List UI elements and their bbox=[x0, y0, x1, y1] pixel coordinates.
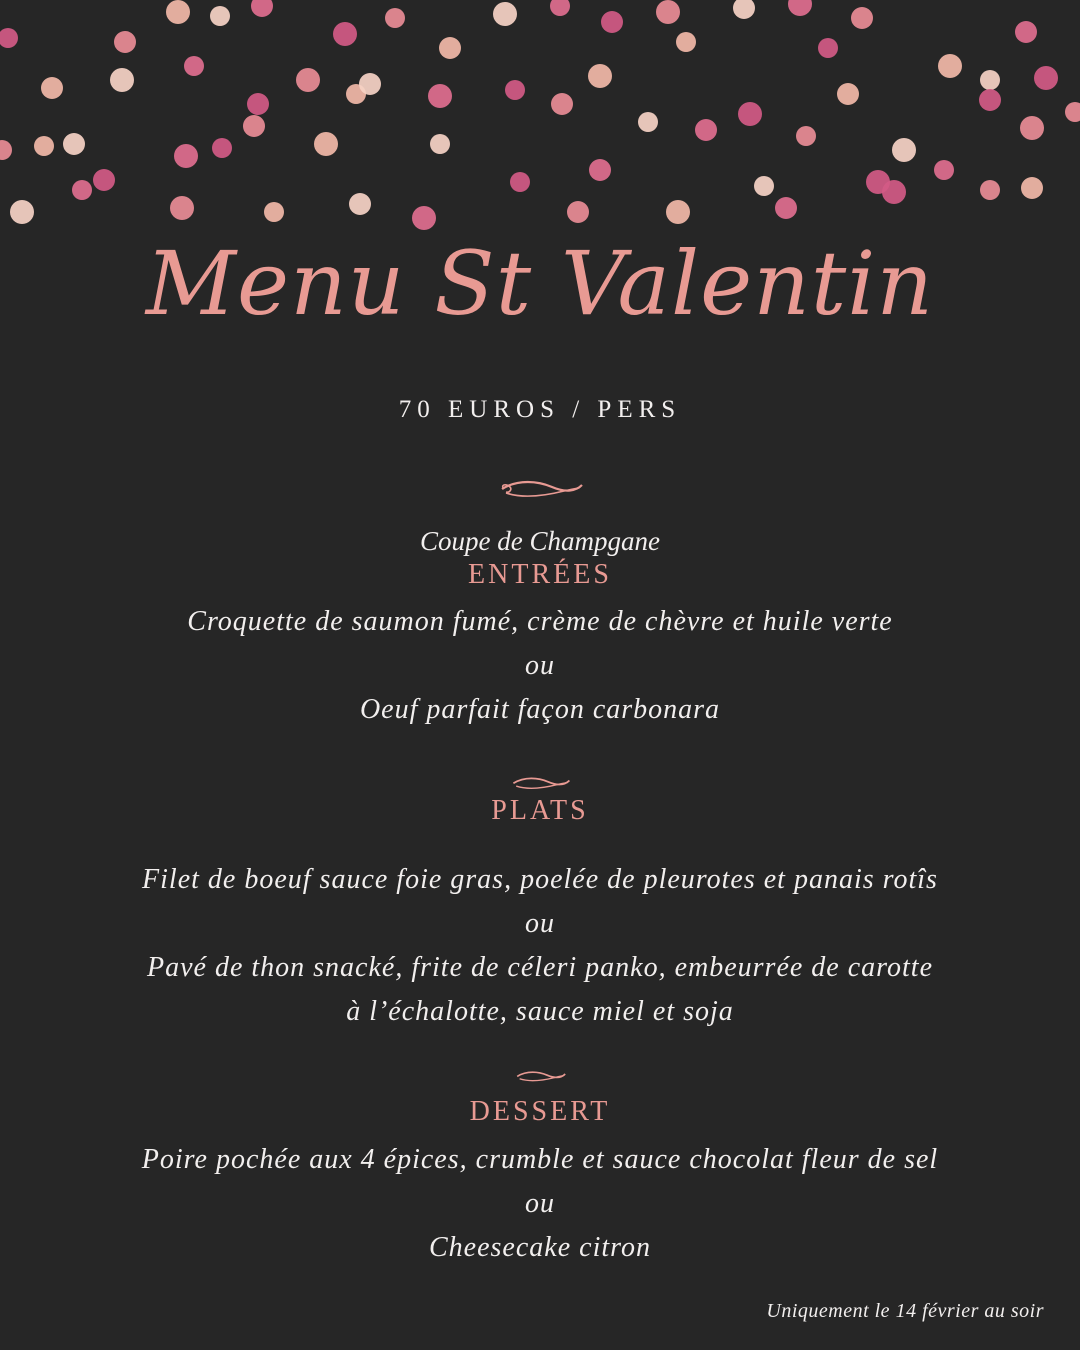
confetti-dot bbox=[430, 134, 450, 154]
confetti-dot bbox=[114, 31, 136, 53]
menu-title: Menu St Valentin bbox=[145, 232, 935, 335]
footer-note: Uniquement le 14 février au soir bbox=[766, 1300, 1044, 1322]
confetti-dot bbox=[93, 169, 115, 191]
confetti-dot bbox=[676, 32, 696, 52]
confetti-dot bbox=[174, 144, 198, 168]
menu-price: 70 EUROS / PERS bbox=[398, 396, 682, 423]
confetti-dot bbox=[505, 80, 525, 100]
entree-option-2: Oeuf parfait façon carbonara bbox=[359, 694, 721, 725]
aperitif-line: Coupe de Champgane bbox=[420, 526, 660, 556]
plat-or: ou bbox=[525, 908, 555, 939]
confetti-dot bbox=[0, 28, 18, 48]
confetti-dot bbox=[170, 196, 194, 220]
confetti-dot bbox=[63, 133, 85, 155]
confetti-dot bbox=[796, 126, 816, 146]
entree-option-1: Croquette de saumon fumé, crème de chèvre et huile verte bbox=[187, 606, 893, 637]
confetti-dot bbox=[1020, 116, 1044, 140]
confetti-dot bbox=[695, 119, 717, 141]
confetti-dot bbox=[980, 70, 1000, 90]
confetti-dot bbox=[601, 11, 623, 33]
confetti-dot bbox=[41, 77, 63, 99]
confetti-dot bbox=[264, 202, 284, 222]
confetti-dot bbox=[1065, 102, 1080, 122]
confetti-dot bbox=[412, 206, 436, 230]
confetti-dot bbox=[638, 112, 658, 132]
plats-heading: PLATS bbox=[491, 795, 589, 826]
confetti-dot bbox=[34, 136, 54, 156]
confetti-dot bbox=[314, 132, 338, 156]
confetti-dot bbox=[589, 159, 611, 181]
confetti-dot bbox=[818, 38, 838, 58]
confetti-dot bbox=[10, 200, 34, 224]
confetti-dot bbox=[0, 140, 12, 160]
confetti-dot bbox=[837, 83, 859, 105]
confetti-dot bbox=[385, 8, 405, 28]
confetti-dot bbox=[666, 200, 690, 224]
confetti-dot bbox=[428, 84, 452, 108]
confetti-dot bbox=[979, 89, 1001, 111]
dessert-option-1: Poire pochée aux 4 épices, crumble et sauce chocolat fleur de sel bbox=[141, 1144, 939, 1175]
confetti-dot bbox=[738, 102, 762, 126]
confetti-dot bbox=[775, 197, 797, 219]
flourish-ornament-icon bbox=[505, 772, 575, 796]
confetti-dot bbox=[247, 93, 269, 115]
confetti-dot bbox=[72, 180, 92, 200]
dessert-heading: DESSERT bbox=[469, 1096, 611, 1127]
confetti-dot bbox=[1034, 66, 1058, 90]
confetti-dot bbox=[938, 54, 962, 78]
entrees-heading: ENTRÉES bbox=[468, 559, 612, 590]
confetti-dot bbox=[184, 56, 204, 76]
confetti-dot bbox=[892, 138, 916, 162]
confetti-dot bbox=[166, 0, 190, 24]
confetti-dot bbox=[349, 193, 371, 215]
entree-or: ou bbox=[525, 650, 555, 681]
confetti-dot bbox=[359, 73, 381, 95]
dessert-or: ou bbox=[525, 1188, 555, 1219]
confetti-dot bbox=[210, 6, 230, 26]
confetti-dot bbox=[439, 37, 461, 59]
confetti-decoration bbox=[0, 0, 1080, 240]
confetti-dot bbox=[251, 0, 273, 17]
confetti-dot bbox=[551, 93, 573, 115]
confetti-dot bbox=[588, 64, 612, 88]
confetti-dot bbox=[333, 22, 357, 46]
plat-option-2-line-2: à l’échalotte, sauce miel et soja bbox=[346, 996, 734, 1027]
confetti-dot bbox=[212, 138, 232, 158]
confetti-dot bbox=[243, 115, 265, 137]
confetti-dot bbox=[493, 2, 517, 26]
plat-option-1: Filet de boeuf sauce foie gras, poelée de pleurotes et panais rotîs bbox=[142, 864, 938, 895]
dessert-option-2: Cheesecake citron bbox=[429, 1232, 651, 1263]
confetti-dot bbox=[567, 201, 589, 223]
plat-option-2-line-1: Pavé de thon snacké, frite de céleri panko, embeurrée de carotte bbox=[146, 952, 934, 983]
confetti-dot bbox=[1015, 21, 1037, 43]
confetti-dot bbox=[110, 68, 134, 92]
confetti-dot bbox=[754, 176, 774, 196]
confetti-dot bbox=[1021, 177, 1043, 199]
flourish-ornament-icon bbox=[490, 475, 590, 505]
confetti-dot bbox=[510, 172, 530, 192]
confetti-dot bbox=[788, 0, 812, 16]
confetti-dot bbox=[882, 180, 906, 204]
confetti-dot bbox=[550, 0, 570, 16]
confetti-dot bbox=[851, 7, 873, 29]
confetti-dot bbox=[296, 68, 320, 92]
confetti-dot bbox=[733, 0, 755, 19]
confetti-dot bbox=[980, 180, 1000, 200]
flourish-ornament-icon bbox=[510, 1066, 570, 1088]
confetti-dot bbox=[934, 160, 954, 180]
confetti-dot bbox=[656, 0, 680, 24]
